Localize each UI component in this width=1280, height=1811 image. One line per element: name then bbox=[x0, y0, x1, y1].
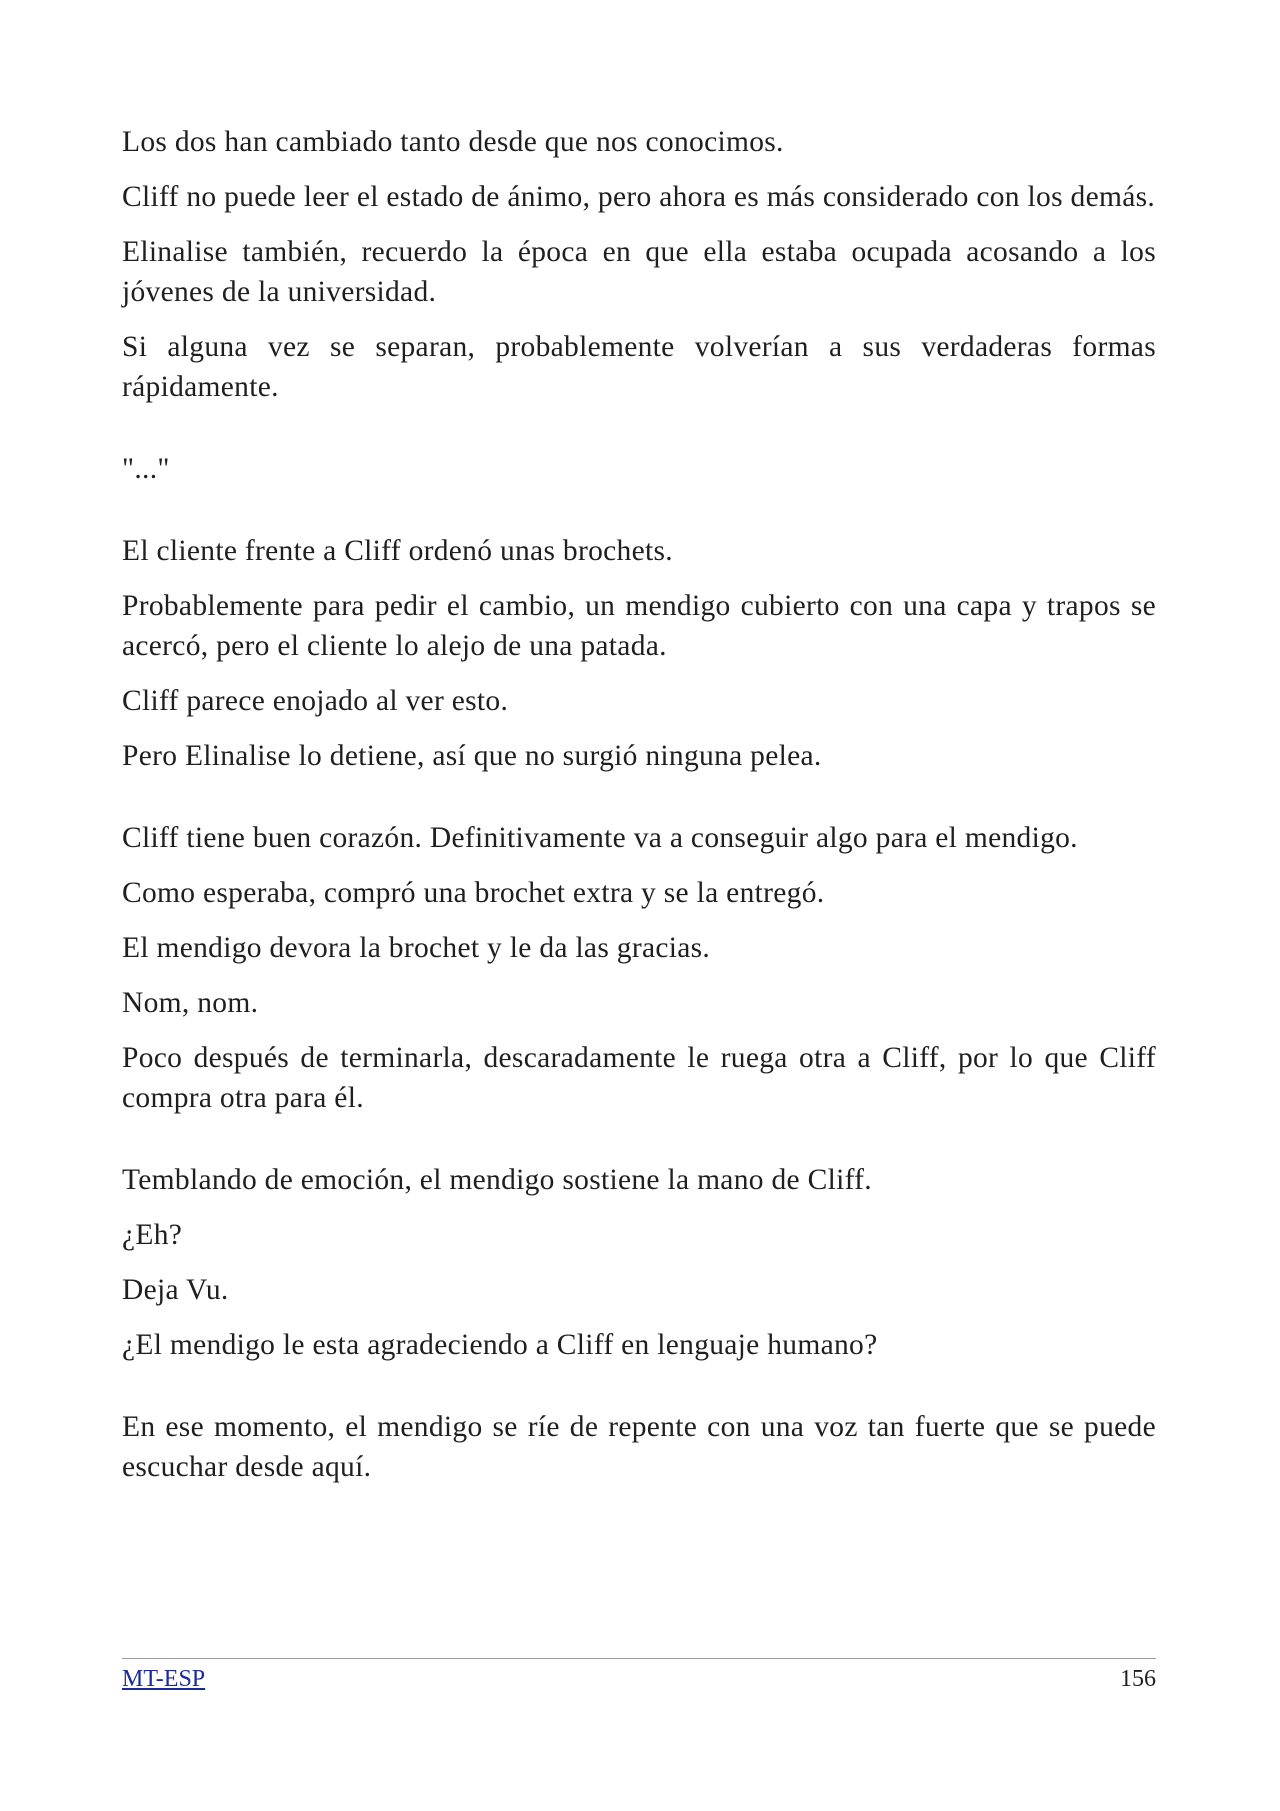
paragraph: El mendigo devora la brochet y le da las gracias. bbox=[122, 932, 711, 964]
paragraph: Pero Elinalise lo detiene, así que no surgió ninguna pelea. bbox=[122, 740, 822, 772]
paragraph: Elinalise también, recuerdo la época en que ella estaba ocupada acosando a los jóvenes de la universidad. bbox=[122, 236, 1156, 308]
paragraph: "..." bbox=[122, 453, 170, 485]
paragraph: En ese momento, el mendigo se ríe de repente con una voz tan fuerte que se puede escuchar desde aquí. bbox=[122, 1411, 1156, 1483]
paragraph: El cliente frente a Cliff ordenó unas brochets. bbox=[122, 535, 673, 567]
paragraph: Cliff no puede leer el estado de ánimo, pero ahora es más considerado con los demás. bbox=[122, 181, 1156, 213]
paragraph: Probablemente para pedir el cambio, un mendigo cubierto con una capa y trapos se acercó, pero el cliente lo alejo de una patada. bbox=[122, 590, 1156, 662]
paragraph: Nom, nom. bbox=[122, 987, 259, 1019]
paragraph: Cliff tiene buen corazón. Definitivamente va a conseguir algo para el mendigo. bbox=[122, 822, 1078, 854]
paragraph: Los dos han cambiado tanto desde que nos conocimos. bbox=[122, 126, 784, 158]
paragraph: Como esperaba, compró una brochet extra y se la entregó. bbox=[122, 877, 825, 909]
paragraph: Cliff parece enojado al ver esto. bbox=[122, 685, 509, 717]
paragraph: Poco después de terminarla, descaradamente le ruega otra a Cliff, por lo que Cliff compra otra para él. bbox=[122, 1042, 1156, 1114]
paragraph: ¿Eh? bbox=[122, 1219, 183, 1251]
page-body bbox=[122, 122, 1156, 1502]
page-number: 156 bbox=[1120, 1666, 1156, 1692]
footer-link[interactable]: MT-ESP bbox=[122, 1666, 206, 1692]
paragraph: Temblando de emoción, el mendigo sostiene la mano de Cliff. bbox=[122, 1164, 872, 1196]
paragraph: Si alguna vez se separan, probablemente volverían a sus verdaderas formas rápidamente. bbox=[122, 331, 1156, 403]
paragraph: Deja Vu. bbox=[122, 1274, 229, 1306]
page-footer bbox=[122, 1658, 1156, 1695]
paragraph: ¿El mendigo le esta agradeciendo a Cliff en lenguaje humano? bbox=[122, 1329, 878, 1361]
